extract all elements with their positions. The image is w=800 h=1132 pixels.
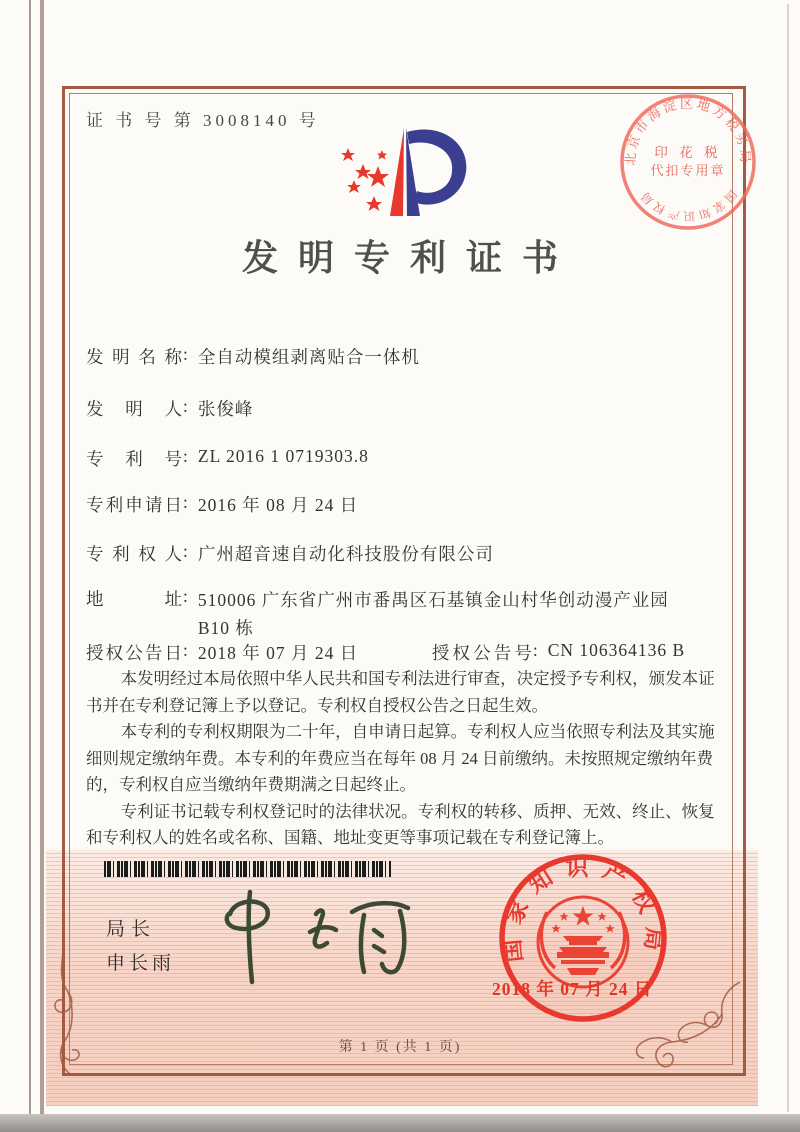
- field-grant-row: 授权公告日: 2018 年 07 月 24 日 授权公告号: CN 106364136 B: [86, 640, 686, 663]
- field-value: ZL 2016 1 0719303.8: [197, 446, 369, 466]
- barcode: [104, 861, 391, 877]
- legal-paragraph: 本发明经过本局依照中华人民共和国专利法进行审查，决定授予专利权，颁发本证书并在专利登记簿上予以登记。专利权自授权公告之日起生效。: [86, 669, 715, 715]
- field-grant-number: 授权公告号: CN 106364136 B: [431, 640, 686, 663]
- field-label: 发明名称: [86, 347, 182, 367]
- legal-paragraph: 专利证书记载专利权登记时的法律状况。专利权的转移、质押、无效、终止、恢复和专利权人的姓名或名称、国籍、地址变更等事项记载在专利登记簿上。: [86, 801, 715, 847]
- page-number: 第 1 页 (共 1 页): [338, 1040, 462, 1055]
- field-invention-name: 发明名称: 全自动模组剥离贴合一体机: [86, 344, 420, 367]
- commissioner-name: 申长雨: [106, 953, 176, 974]
- paper-edge: [787, 4, 789, 1112]
- field-patentee: 专利权人: 广州超音速自动化科技股份有限公司: [86, 541, 494, 564]
- field-inventor: 发明人: 张俊峰: [86, 396, 254, 419]
- corner-flourish-icon: [632, 978, 744, 1078]
- field-label: 授权公告日: [86, 643, 182, 663]
- commissioner-title: 局长: [106, 919, 157, 940]
- field-value: 510006 广东省广州市番禺区石基镇金山村华创动漫产业园 B10 栋: [197, 590, 669, 638]
- tax-stamp-icon: [606, 82, 770, 246]
- stamp-center-line1: 印 花 税: [654, 145, 722, 160]
- stamp-center-line2: 代扣专用章: [650, 163, 726, 178]
- field-patent-number: 专利号: ZL 2016 1 0719303.8: [86, 446, 369, 469]
- field-label: 地址: [86, 589, 182, 609]
- field-filing-date: 专利申请日: 2016 年 08 月 24 日: [86, 492, 359, 515]
- stamp-ring-text: 北京市海淀区地方税务局: [622, 95, 754, 167]
- field-label: 发明人: [86, 399, 182, 419]
- field-label: 专利权人: [86, 544, 182, 564]
- field-label: 专利号: [86, 449, 182, 469]
- certificate-title: 发明专利证书: [241, 238, 578, 278]
- legal-text: [86, 666, 718, 852]
- field-label: 专利申请日: [86, 495, 182, 515]
- field-address: 地址: 510006 广东省广州市番禺区石基镇金山村华创动漫产业园 B10 栋: [86, 586, 674, 642]
- field-label: 授权公告号: [431, 643, 532, 663]
- certificate-number: 证 书 号 第 3008140 号: [86, 111, 320, 130]
- cnipa-logo-icon: [330, 112, 480, 230]
- page-edge-line: [29, 0, 31, 1118]
- legal-paragraph: 本专利的专利权期限为二十年，自申请日起算。专利权人应当依照专利法及其实施细则规定缴纳年费。本专利的年费应当在每年 08 月 24 日前缴纳。未按照规定缴纳年费的，专利权自应当缴纳年费期满之日起终止。: [86, 722, 715, 794]
- handwritten-signature: [212, 880, 422, 990]
- seal-ring-text: 国家知识产权局: [498, 854, 668, 964]
- field-value: 全自动模组剥离贴合一体机: [197, 347, 420, 367]
- page-edge-line: [40, 0, 44, 1114]
- seal-date: 2018 年 07 月 24 日: [492, 979, 653, 999]
- field-value: 张俊峰: [197, 399, 254, 419]
- field-value: 2018 年 07 月 24 日: [197, 643, 359, 663]
- stamp-bottom-text: 国家知识产权局: [637, 187, 739, 222]
- field-value: CN 106364136 B: [547, 640, 686, 660]
- field-value: 广州超音速自动化科技股份有限公司: [197, 544, 494, 564]
- photo-shadow: [0, 1114, 800, 1132]
- field-value: 2016 年 08 月 24 日: [197, 495, 359, 515]
